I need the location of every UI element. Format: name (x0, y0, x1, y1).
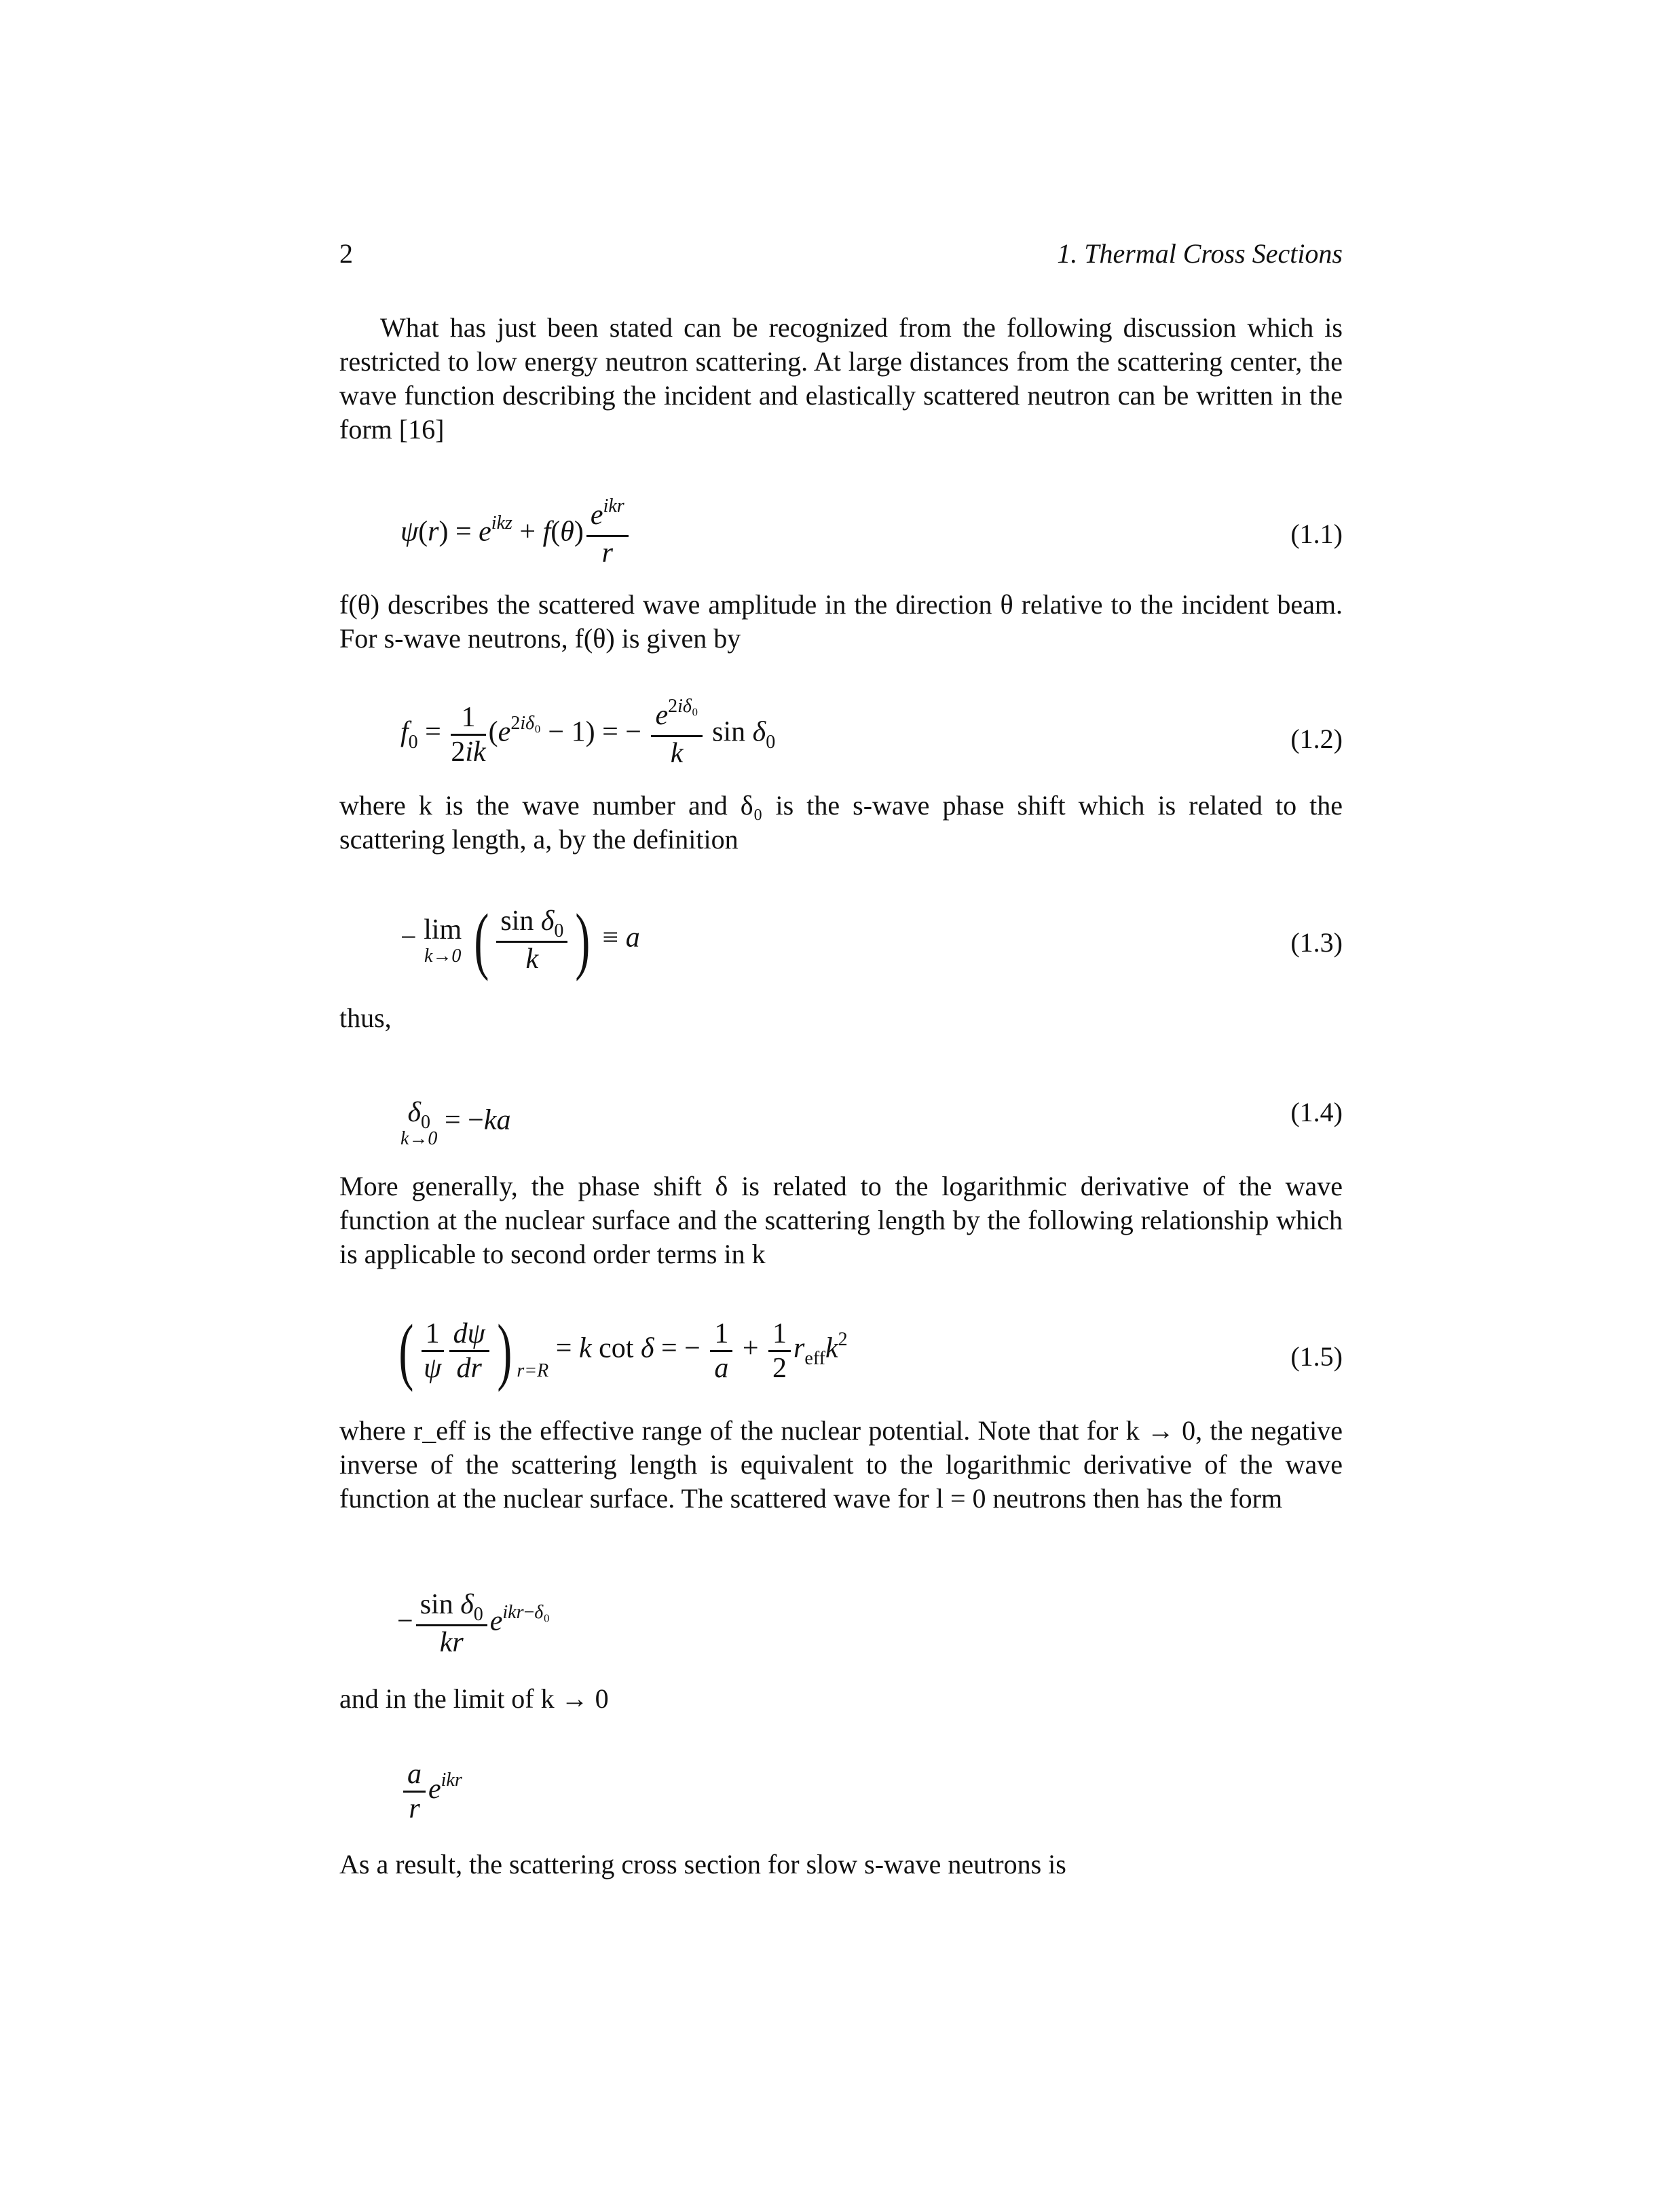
expression-limit-wave: $\frac{a}{r}$ $e^{ikr}$ (400, 1758, 462, 1825)
equation-number-1-4: (1.4) (1290, 1097, 1343, 1127)
paragraph-cross-section: As a result, the scattering cross section for slow s-wave neutrons is (339, 1849, 1066, 1879)
paragraph-phase-shift: More generally, the phase shift δ is related to the logarithmic derivative of the wave function at the nuclear surface and the scattering length by the following relationship which is applicable to second order terms in k (339, 1171, 1343, 1269)
equation-number-1-3: (1.3) (1290, 927, 1343, 958)
paragraph-thus: thus, (339, 1003, 392, 1033)
equation-1-5: ( $\frac{1}{\psi}$ $\frac{d\psi}{dr}$ ) $_{r=R}$ = k cot δ = − $\frac{1}{a}$ + $\frac{1}{2}$ $r_{eff}k^2$ (398, 1309, 848, 1392)
equation-number-1-5: (1.5) (1290, 1341, 1343, 1372)
paragraph-effective-range: where r_eff is the effective range of the nuclear potential. Note that for k → 0, the negative inverse of the scattering length is equivalent to the logarithmic derivative of the wave function at the nuclear surface. The scattered wave for l = 0 neutrons then has the form (339, 1415, 1343, 1514)
paragraph-amplitude: f(θ) describes the scattered wave amplitude in the direction θ relative to the incident beam. For s-wave neutrons, f(θ) is given by (339, 589, 1343, 654)
equation-number-1-2: (1.2) (1290, 724, 1343, 754)
equation-1-2: $f_0$ = $\frac{1}{2ik}$ $(e^{2i\delta_0} - 1)$ = − $\frac{e^{2i\delta_0}}{k}$ $\sin \delta_0$ (400, 696, 776, 769)
paragraph-intro: What has just been stated can be recognized from the following discussion which is restricted to low energy neutron scattering. At large distances from the scattering center, the wave function describing the incident and elastically scattered neutron can be written in the form [16] (339, 312, 1343, 445)
page-number: 2 (339, 238, 353, 269)
expression-scattered-wave: − $\frac{\sin \delta_0}{kr}$ $e^{ikr-\delta_0}$ (397, 1589, 550, 1658)
equation-1-3: − lim k→0 ( $\frac{\sin \delta_0}{k}$ ) ≡ a (400, 899, 640, 981)
equation-1-4: $\delta_0$ k→0 = −ka (400, 1097, 511, 1149)
equation-number-1-1: (1.1) (1290, 519, 1343, 549)
running-title: 1. Thermal Cross Sections (1057, 238, 1343, 269)
equation-1-1: $\psi(r) = e^{ikz} + f(\theta)$ $\frac{e^{ikr}}{r}$ (400, 499, 631, 569)
paragraph-limit: and in the limit of k → 0 (339, 1683, 609, 1714)
paragraph-wave-number: where k is the wave number and δ₀ is the s-wave phase shift which is related to the scattering length, a, by the definition (339, 790, 1343, 855)
